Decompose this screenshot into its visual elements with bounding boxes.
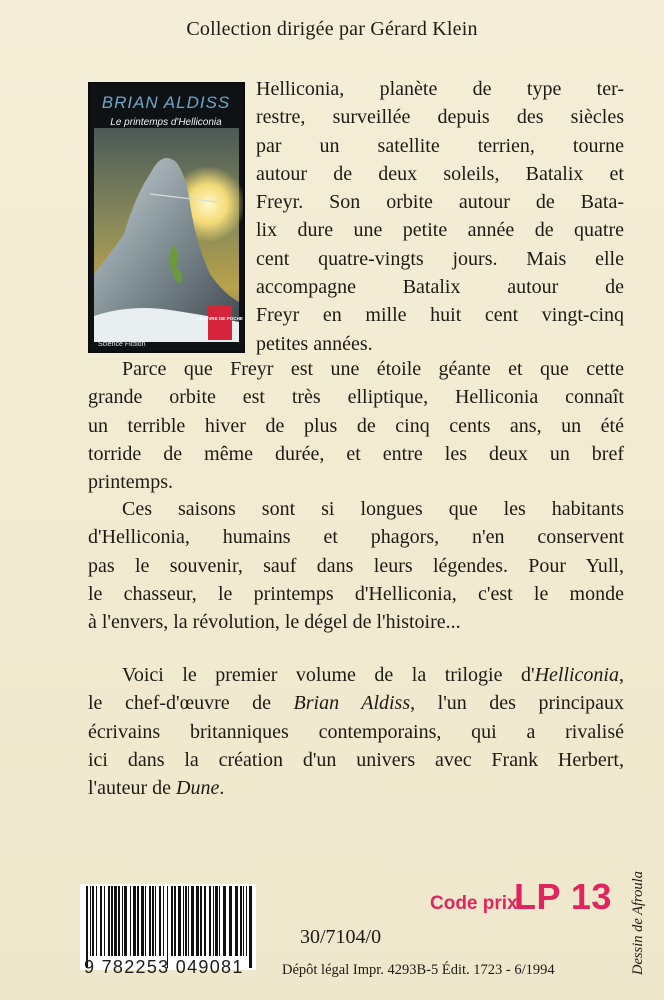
barcode-bar xyxy=(90,886,91,956)
paragraph-line: cent quatre-vingts jours. Mais elle xyxy=(256,247,624,270)
paragraph-2 xyxy=(88,355,624,496)
paragraph-line: printemps. xyxy=(88,471,173,494)
paragraph-line: à l'envers, la révolution, le dégel de l'histoire... xyxy=(88,611,461,634)
price-code: LP 13 xyxy=(514,876,612,917)
cover-title: Le printemps d'Helliconia xyxy=(110,117,222,128)
barcode-bar xyxy=(191,886,194,956)
paragraph-line: l'auteur de Dune. xyxy=(88,777,225,800)
barcode-bar xyxy=(137,886,139,956)
barcode-bar xyxy=(108,886,110,956)
barcode-bar xyxy=(243,886,244,956)
barcode-bar xyxy=(104,886,105,956)
paragraph-line: accompagne Batalix autour de xyxy=(256,276,624,299)
paragraph-3 xyxy=(88,495,624,636)
barcode-bar xyxy=(141,886,144,956)
barcode-bar xyxy=(118,886,120,956)
paragraph-line: autour de deux soleils, Batalix et xyxy=(256,162,624,185)
paragraph-line: grande orbite est très elliptique, Helliconia connaît xyxy=(88,386,624,409)
barcode-bar xyxy=(152,886,154,956)
publisher-logo xyxy=(208,306,232,340)
reference-number: 30/7104/0 xyxy=(300,926,382,948)
barcode-bar xyxy=(114,886,117,956)
barcode-bar xyxy=(86,886,88,968)
barcode-bar xyxy=(215,886,218,956)
barcode-bar xyxy=(229,886,232,956)
publisher-logo-text: LE LIVRE DE POCHE xyxy=(197,316,243,321)
cover-illustration xyxy=(90,84,243,351)
barcode-bar xyxy=(122,886,123,956)
barcode-bar xyxy=(92,886,94,956)
paragraph-line: Freyr. Son orbite autour de Bata- xyxy=(256,191,624,214)
barcode-bar xyxy=(183,886,184,956)
paragraph-1 xyxy=(256,75,624,358)
barcode-bar xyxy=(178,886,181,956)
paragraph-line: Helliconia, planète de type ter- xyxy=(256,78,624,100)
barcode-bar xyxy=(130,886,131,956)
barcode-bar xyxy=(219,886,220,956)
barcode-bar xyxy=(200,886,202,956)
barcode-bar xyxy=(159,886,161,956)
paragraph-line: écrivains britanniques contemporains, qui a rivalisé xyxy=(88,720,624,743)
illustration-credit: Dessin de Afroula xyxy=(630,871,646,975)
barcode-bar xyxy=(174,886,176,956)
barcode-bar xyxy=(167,886,168,968)
barcode-bar xyxy=(185,886,187,956)
cover-author: BRIAN ALDISS xyxy=(101,93,231,112)
barcode-bar xyxy=(204,886,206,956)
paragraph-line: petites années. xyxy=(256,332,373,355)
paragraph-line: Parce que Freyr est une étoile géante et que cette xyxy=(122,358,624,380)
barcode-bar xyxy=(246,886,247,956)
barcode-bar xyxy=(145,886,146,956)
paragraph-line: Voici le premier volume de la trilogie d'Helliconia, xyxy=(122,664,624,686)
barcode-bar xyxy=(213,886,214,956)
barcode-bar xyxy=(240,886,242,956)
barcode-bar xyxy=(155,886,156,956)
barcode-number: 9 782253 049081 xyxy=(84,957,244,977)
paragraph-line: d'Helliconia, humains et phagors, n'en conservent xyxy=(88,526,624,549)
price-code-label: Code prix xyxy=(430,893,518,914)
paragraph-line: le chef-d'œuvre de Brian Aldiss, l'un des principaux xyxy=(88,692,625,715)
paragraph-line: Freyr en mille huit cent vingt-cinq xyxy=(256,304,624,327)
paragraph-line: lix dure une petite année de quatre xyxy=(256,219,624,242)
barcode-bar xyxy=(133,886,136,956)
barcode-bar xyxy=(171,886,173,956)
paragraph-line: le chasseur, le printemps d'Helliconia, c'est le monde xyxy=(88,582,624,605)
paragraph-line: par un satellite terrien, tourne xyxy=(256,134,624,157)
legal-deposit: Dépôt légal Impr. 4293B-5 Édit. 1723 - 6/1994 xyxy=(282,962,555,978)
paragraph-line: un terrible hiver de plus de cinq cents ans, un été xyxy=(88,414,624,437)
paragraph-line: pas le souvenir, sauf dans leurs légendes. Pour Yull, xyxy=(88,554,624,577)
paragraph-line: torride de même durée, et entre les deux un bref xyxy=(88,442,624,465)
paragraph-line: Ces saisons sont si longues que les habitants xyxy=(122,498,624,520)
barcode-bar xyxy=(235,886,238,956)
barcode-bar xyxy=(96,886,97,956)
barcode-bar xyxy=(124,886,127,956)
paragraph-4 xyxy=(88,661,624,802)
barcode-bar xyxy=(196,886,199,956)
paragraph-line: restre, surveillée depuis des siècles xyxy=(256,106,624,129)
barcode-bar xyxy=(223,886,226,956)
book-cover-thumbnail xyxy=(88,82,245,353)
barcode-bar xyxy=(149,886,151,956)
barcode-bar xyxy=(188,886,189,956)
paragraph-line: ici dans la création d'un univers avec Frank Herbert, xyxy=(88,748,624,771)
barcode-bar xyxy=(100,886,102,956)
collection-header: Collection dirigée par Gérard Klein xyxy=(186,18,478,40)
barcode-bar xyxy=(209,886,211,956)
cover-series: Science Fiction xyxy=(98,341,146,348)
barcode-bar xyxy=(111,886,113,956)
barcode-bar xyxy=(163,886,164,956)
barcode-bar xyxy=(249,886,252,968)
